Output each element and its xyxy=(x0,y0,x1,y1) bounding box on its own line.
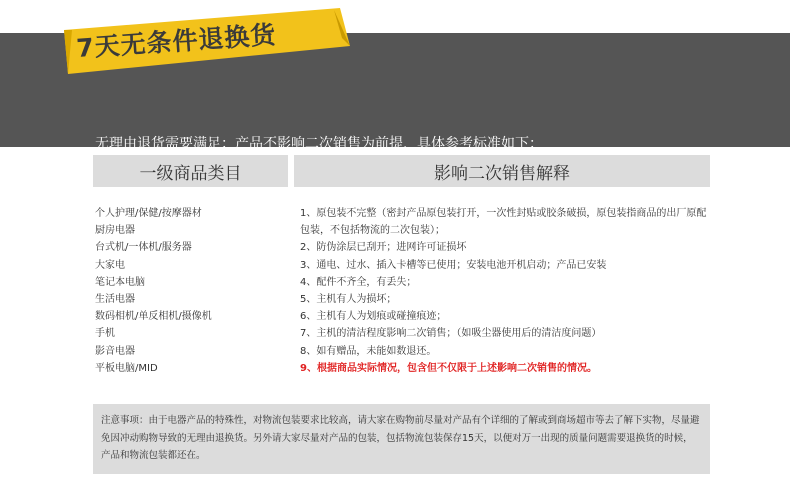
category-item: 个人护理/保健/按摩器材 xyxy=(95,208,202,219)
category-item: 数码相机/单反相机/摄像机 xyxy=(95,311,212,323)
category-item: 厨房电器 xyxy=(95,225,135,237)
rules-list xyxy=(300,205,710,377)
rule-item: 8、如有赠品，未能如数退还。 xyxy=(300,345,437,357)
rule-item: 5、主机有人为损坏； xyxy=(300,294,397,306)
notice-text: 注意事项：由于电器产品的特殊性，对物流包装要求比较高，请大家在购物前尽量对产品有个详细的了解或到商场超市等去了解下实物，尽量避免因冲动购物导致的无理由退换货。另外请大家尽量对产品的包装，包括物流包装保存15天，以便对万一出现的质量问题需要退换货的时候，产品和物流包装都还在。 xyxy=(101,415,700,461)
rule-item: 7、主机的清洁程度影响二次销售；（如吸尘器使用后的清洁度问题） xyxy=(300,328,602,340)
rule-item: 包装，不包括物流的二次包装）； xyxy=(300,225,445,237)
rule-item: 4、配件不齐全，有丢失； xyxy=(300,276,417,288)
badge-title: 7天无条件退换货 xyxy=(75,20,278,63)
rule-item: 1、原包装不完整（密封产品原包装打开，一次性封贴或胶条破损，原包装指商品的出厂原配 xyxy=(300,208,707,219)
return-policy-badge xyxy=(62,8,354,76)
category-item: 平板电脑/MID xyxy=(95,362,158,374)
rule-item-highlight: 9、根据商品实际情况，包含但不仅限于上述影响二次销售的情况。 xyxy=(300,362,597,374)
category-item: 手机 xyxy=(95,328,115,340)
category-header: 一级商品类目 xyxy=(93,155,288,187)
rule-item: 6、主机有人为划痕或碰撞痕迹； xyxy=(300,311,447,323)
category-item: 影音电器 xyxy=(95,345,135,357)
category-item: 笔记本电脑 xyxy=(95,276,145,288)
category-item: 生活电器 xyxy=(95,294,135,306)
intro-text: 无理由退货需要满足：产品不影响二次销售为前提，具体参考标准如下： xyxy=(95,136,543,152)
category-list xyxy=(95,205,212,377)
rule-item: 2、防伪涂层已刮开；进网许可证损坏 xyxy=(300,242,467,254)
notice-box xyxy=(93,404,710,474)
explanation-header: 影响二次销售解释 xyxy=(294,155,710,187)
category-item: 大家电 xyxy=(95,259,125,271)
category-item: 台式机/一体机/服务器 xyxy=(95,242,192,254)
rule-item: 3、通电、过水、插入卡槽等已使用；安装电池开机启动；产品已安装 xyxy=(300,259,607,271)
